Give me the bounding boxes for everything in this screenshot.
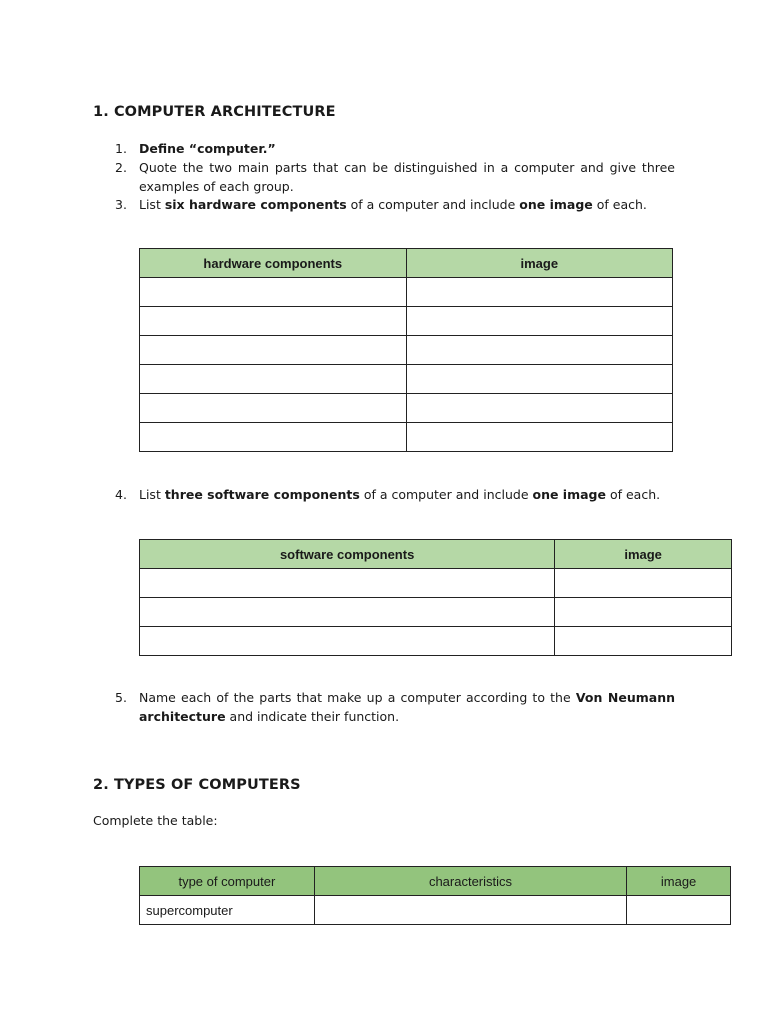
hardware-cell[interactable] [140, 394, 407, 423]
image-cell[interactable] [555, 598, 732, 627]
body-text: List [139, 197, 165, 212]
image-cell[interactable] [627, 896, 731, 925]
table-header-row [140, 249, 673, 278]
body-text: of a computer and include [346, 197, 520, 212]
header-type-of-computer: type of computer [140, 867, 315, 896]
table-row [140, 394, 673, 423]
image-cell[interactable] [406, 307, 672, 336]
question-number: 5. [115, 690, 127, 705]
body-text: and indicate their function. [225, 708, 400, 724]
table-row [140, 307, 673, 336]
section-1-title: 1. COMPUTER ARCHITECTURE [93, 104, 336, 120]
table-row [140, 365, 673, 394]
type-cell[interactable]: supercomputer [140, 896, 315, 925]
question-1 [115, 140, 675, 159]
table-row [140, 569, 732, 598]
emphasis-text: one image [532, 487, 606, 502]
table-header-row [140, 867, 731, 896]
header-characteristics: characteristics [314, 867, 626, 896]
question-text [139, 159, 675, 196]
emphasis-text: one image [519, 197, 593, 212]
table-row [140, 336, 673, 365]
hardware-cell[interactable] [140, 307, 407, 336]
header-image: image [555, 540, 732, 569]
body-text: List [139, 487, 165, 502]
table-row [140, 423, 673, 452]
table-instructions: Complete the table: [93, 813, 218, 828]
table-row [140, 598, 732, 627]
software-cell[interactable] [140, 627, 555, 656]
emphasis-text: Von Neumann architecture [139, 690, 675, 724]
body-text: Quote the two main parts that can be distinguished in a computer and give three examples of each group. [139, 160, 675, 194]
question-text [139, 486, 675, 505]
question-number: 3. [115, 197, 127, 212]
software-table [139, 539, 732, 656]
question-text [139, 196, 675, 215]
section-2-title: 2. TYPES OF COMPUTERS [93, 777, 301, 793]
body-text: Name each of the parts that make up a computer according to the [139, 690, 576, 705]
question-number: 1. [115, 141, 127, 156]
question-number: 4. [115, 487, 127, 502]
emphasis-text: Define “computer.” [139, 141, 276, 156]
hardware-cell[interactable] [140, 365, 407, 394]
question-3 [115, 196, 675, 215]
question-4 [115, 486, 675, 505]
image-cell[interactable] [406, 394, 672, 423]
header-software-components: software components [140, 540, 555, 569]
image-cell[interactable] [555, 569, 732, 598]
software-cell[interactable] [140, 569, 555, 598]
header-image: image [406, 249, 672, 278]
table-row [140, 896, 731, 925]
question-5 [115, 689, 675, 726]
header-image: image [627, 867, 731, 896]
image-cell[interactable] [406, 423, 672, 452]
image-cell[interactable] [406, 365, 672, 394]
table-row [140, 278, 673, 307]
question-number: 2. [115, 160, 127, 175]
body-text: of a computer and include [359, 487, 533, 502]
header-hardware-components: hardware components [140, 249, 407, 278]
types-of-computers-table [139, 866, 731, 925]
software-cell[interactable] [140, 598, 555, 627]
emphasis-text: six hardware components [164, 197, 347, 212]
emphasis-text: three software components [164, 487, 360, 502]
question-2 [115, 159, 675, 196]
hardware-cell[interactable] [140, 423, 407, 452]
table-header-row [140, 540, 732, 569]
table-row [140, 627, 732, 656]
hardware-table [139, 248, 673, 452]
image-cell[interactable] [406, 336, 672, 365]
question-text [139, 689, 675, 726]
hardware-cell[interactable] [140, 278, 407, 307]
body-text: of each. [592, 197, 647, 212]
image-cell[interactable] [406, 278, 672, 307]
body-text: of each. [605, 487, 661, 502]
question-text [139, 140, 675, 159]
hardware-cell[interactable] [140, 336, 407, 365]
characteristics-cell[interactable] [314, 896, 626, 925]
image-cell[interactable] [555, 627, 732, 656]
